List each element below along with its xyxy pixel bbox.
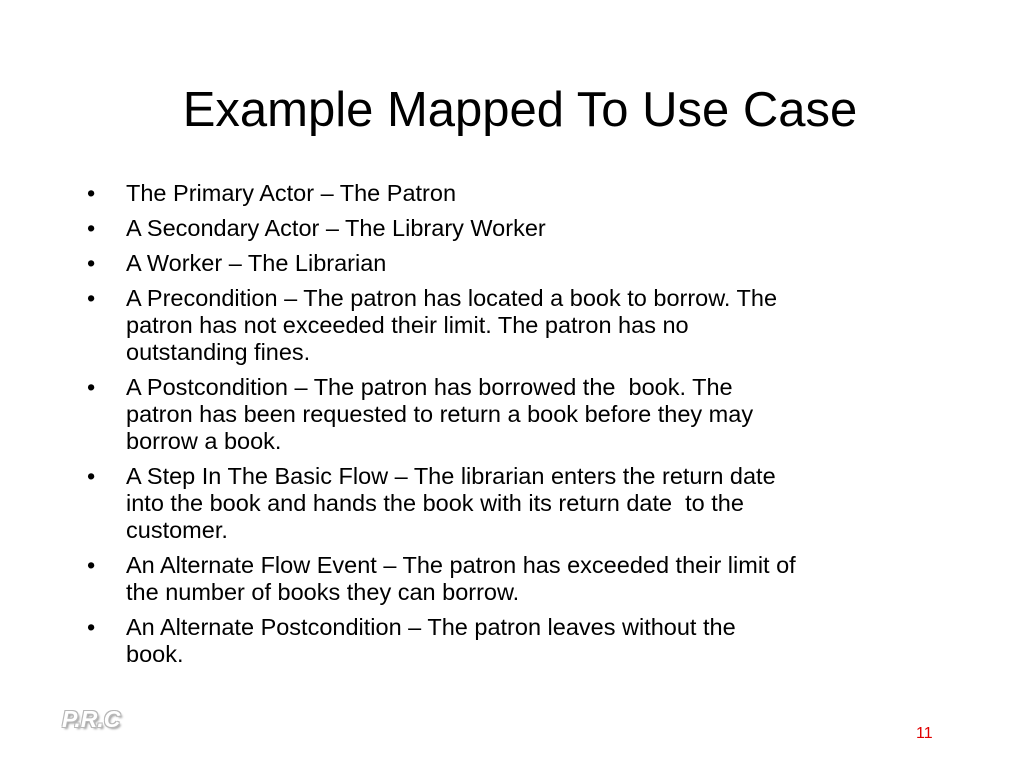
bullet-marker: • — [87, 374, 96, 400]
bullet-item — [87, 463, 946, 544]
watermark-logo: P.R.C — [62, 706, 121, 732]
bullet-text-line: borrow a book. — [126, 428, 282, 454]
bullet-text-line: A Step In The Basic Flow – The librarian enters the return date — [126, 463, 776, 489]
bullet-item — [87, 180, 946, 207]
bullet-item — [87, 285, 946, 366]
bullet-item — [87, 250, 946, 277]
bullet-marker: • — [87, 614, 96, 640]
bullet-text-line: An Alternate Postcondition – The patron leaves without the — [126, 614, 736, 640]
bullet-text-line: book. — [126, 641, 184, 667]
bullet-text-line: outstanding fines. — [126, 339, 311, 365]
bullet-item — [87, 552, 946, 606]
bullet-text-line: customer. — [126, 517, 228, 543]
bullet-item — [87, 215, 946, 242]
bullet-text: A Secondary Actor – The Library Worker — [126, 215, 546, 241]
bullet-text-line: patron has not exceeded their limit. The patron has no — [126, 312, 689, 338]
bullet-text-line: into the book and hands the book with its return date to the — [126, 490, 744, 516]
bullet-marker: • — [87, 215, 96, 241]
bullet-text: The Primary Actor – The Patron — [126, 180, 457, 206]
bullet-marker: • — [87, 180, 96, 206]
bullet-marker: • — [87, 463, 96, 489]
bullet-marker: • — [87, 250, 96, 276]
bullet-text-line: the number of books they can borrow. — [126, 579, 520, 605]
bullet-text-line: A Precondition – The patron has located a book to borrow. The — [126, 285, 778, 311]
slide-title: Example Mapped To Use Case — [182, 83, 858, 137]
bullet-marker: • — [87, 285, 96, 311]
bullet-item — [87, 374, 946, 455]
bullet-marker: • — [87, 552, 96, 578]
bullet-text-line: An Alternate Flow Event – The patron has exceeded their limit of — [126, 552, 796, 578]
bullet-text-line: patron has been requested to return a book before they may — [126, 401, 754, 427]
bullet-item — [87, 614, 946, 668]
bullet-text: A Worker – The Librarian — [126, 250, 387, 276]
page-number: 11 — [916, 725, 933, 742]
bullet-text-line: A Postcondition – The patron has borrowed the book. The — [126, 374, 733, 400]
bullet-list — [87, 180, 946, 676]
